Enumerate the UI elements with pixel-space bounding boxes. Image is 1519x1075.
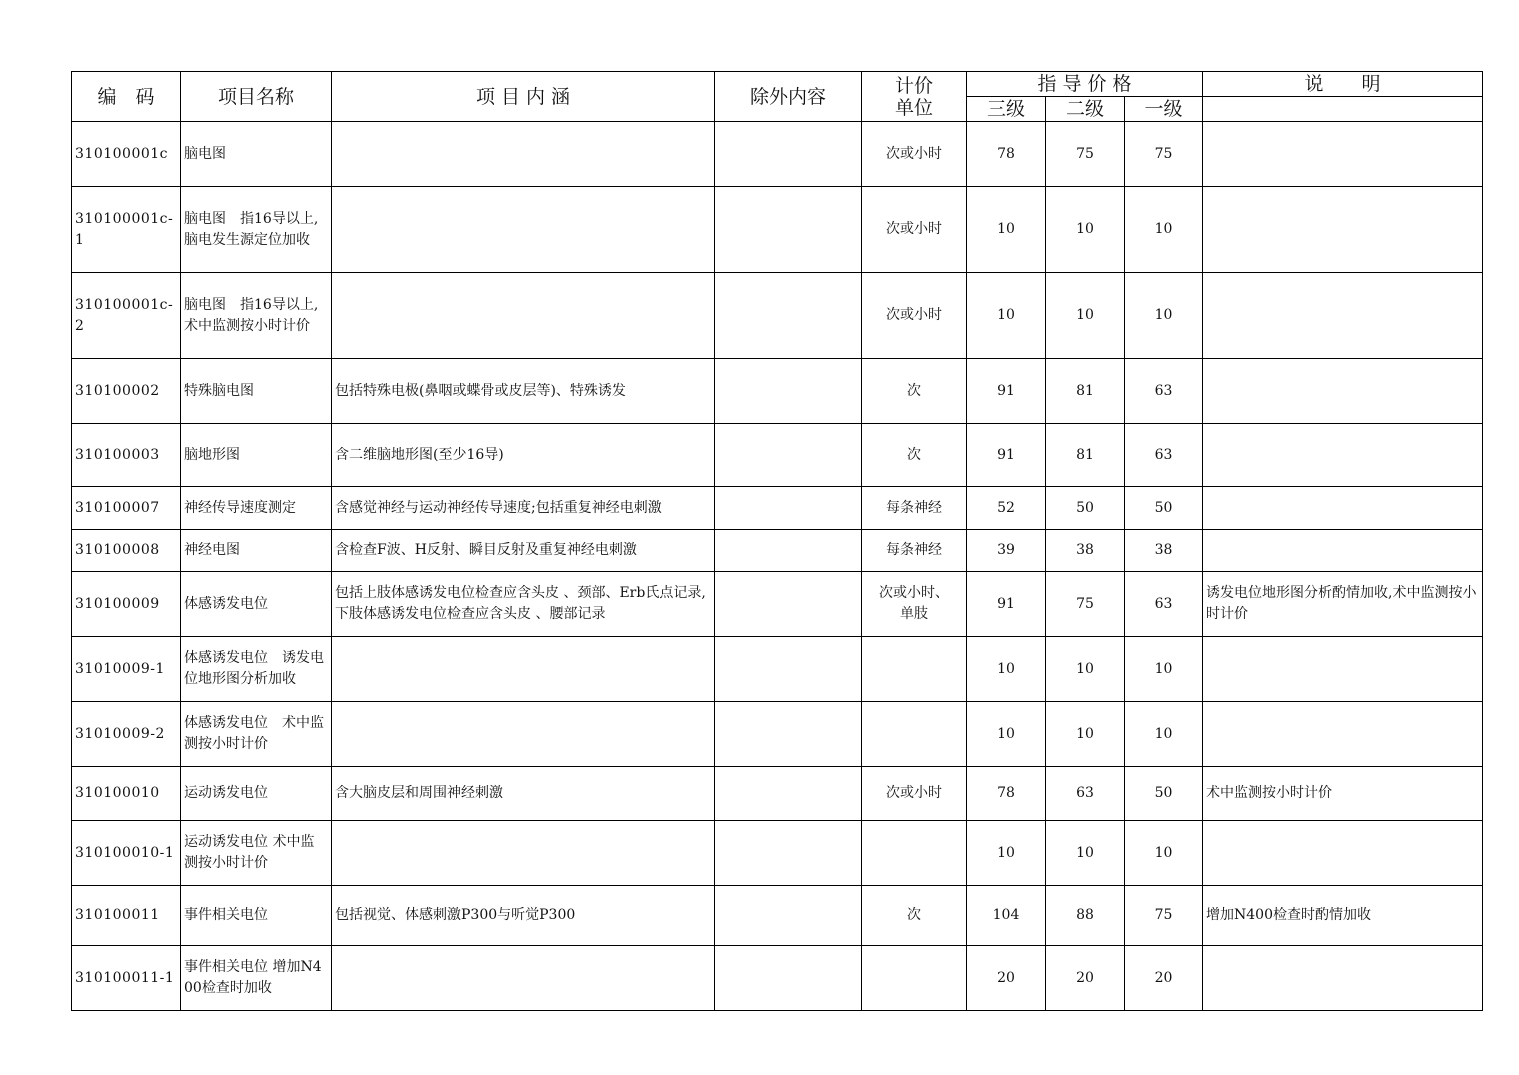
row-price-level2: 10 xyxy=(1046,637,1125,702)
table-row xyxy=(72,187,1483,273)
header-name: 项目名称 xyxy=(181,72,332,122)
row-exclusions xyxy=(715,572,862,637)
row-name: 体感诱发电位 术中监测按小时计价 xyxy=(181,702,332,767)
row-price-level2: 38 xyxy=(1046,530,1125,572)
row-unit: 次或小时 xyxy=(862,767,967,821)
row-notes: 术中监测按小时计价 xyxy=(1203,767,1483,821)
row-name: 神经电图 xyxy=(181,530,332,572)
header-code: 编 码 xyxy=(72,72,181,122)
row-content xyxy=(332,637,715,702)
row-code: 310100011-1 xyxy=(72,946,181,1011)
header-notes: 说 明 xyxy=(1203,72,1483,97)
row-notes: 增加N400检查时酌情加收 xyxy=(1203,886,1483,946)
row-price-level2: 10 xyxy=(1046,273,1125,359)
row-notes xyxy=(1203,487,1483,530)
row-name: 体感诱发电位 诱发电位地形图分析加收 xyxy=(181,637,332,702)
row-content: 含感觉神经与运动神经传导速度;包括重复神经电刺激 xyxy=(332,487,715,530)
table-row xyxy=(72,702,1483,767)
row-price-level2: 10 xyxy=(1046,821,1125,886)
row-content: 包括特殊电极(鼻咽或蝶骨或皮层等)、特殊诱发 xyxy=(332,359,715,424)
row-price-level1: 63 xyxy=(1125,572,1203,637)
row-exclusions xyxy=(715,487,862,530)
row-name: 事件相关电位 xyxy=(181,886,332,946)
row-price-level2: 75 xyxy=(1046,572,1125,637)
table-body xyxy=(72,122,1483,1011)
row-code: 310100001c xyxy=(72,122,181,187)
row-unit: 次或小时 xyxy=(862,187,967,273)
table-row xyxy=(72,767,1483,821)
row-content xyxy=(332,273,715,359)
row-name: 神经传导速度测定 xyxy=(181,487,332,530)
row-notes xyxy=(1203,187,1483,273)
row-code: 310100001c-2 xyxy=(72,273,181,359)
row-exclusions xyxy=(715,886,862,946)
row-price-level3: 10 xyxy=(967,187,1046,273)
row-exclusions xyxy=(715,359,862,424)
row-code: 310100003 xyxy=(72,424,181,487)
row-unit xyxy=(862,702,967,767)
row-code: 310100002 xyxy=(72,359,181,424)
row-content: 包括视觉、体感刺激P300与听觉P300 xyxy=(332,886,715,946)
row-content xyxy=(332,122,715,187)
row-notes xyxy=(1203,273,1483,359)
row-notes xyxy=(1203,122,1483,187)
row-price-level3: 91 xyxy=(967,572,1046,637)
row-code: 310100001c-1 xyxy=(72,187,181,273)
row-notes: 诱发电位地形图分析酌情加收,术中监测按小时计价 xyxy=(1203,572,1483,637)
row-price-level1: 20 xyxy=(1125,946,1203,1011)
row-name: 事件相关电位 增加N400检查时加收 xyxy=(181,946,332,1011)
table-row xyxy=(72,946,1483,1011)
table-row xyxy=(72,122,1483,187)
table-row xyxy=(72,530,1483,572)
row-price-level3: 10 xyxy=(967,273,1046,359)
price-table xyxy=(71,71,1483,1011)
row-unit: 次 xyxy=(862,359,967,424)
row-price-level2: 75 xyxy=(1046,122,1125,187)
row-name: 体感诱发电位 xyxy=(181,572,332,637)
row-price-level3: 91 xyxy=(967,424,1046,487)
table-row xyxy=(72,487,1483,530)
row-price-level3: 39 xyxy=(967,530,1046,572)
row-exclusions xyxy=(715,946,862,1011)
row-name: 运动诱发电位 xyxy=(181,767,332,821)
row-price-level1: 63 xyxy=(1125,359,1203,424)
row-name: 脑电图 指16导以上, 术中监测按小时计价 xyxy=(181,273,332,359)
row-content: 含二维脑地形图(至少16导) xyxy=(332,424,715,487)
header-exclusions: 除外内容 xyxy=(715,72,862,122)
row-code: 310100011 xyxy=(72,886,181,946)
row-price-level2: 10 xyxy=(1046,187,1125,273)
header-level1: 一级 xyxy=(1125,97,1203,122)
row-notes xyxy=(1203,424,1483,487)
table-row xyxy=(72,273,1483,359)
table-row xyxy=(72,424,1483,487)
row-exclusions xyxy=(715,767,862,821)
row-exclusions xyxy=(715,424,862,487)
row-content xyxy=(332,702,715,767)
row-price-level3: 78 xyxy=(967,767,1046,821)
row-price-level1: 10 xyxy=(1125,187,1203,273)
row-content xyxy=(332,821,715,886)
row-price-level3: 10 xyxy=(967,702,1046,767)
row-price-level1: 75 xyxy=(1125,886,1203,946)
row-price-level1: 10 xyxy=(1125,273,1203,359)
row-name: 特殊脑电图 xyxy=(181,359,332,424)
row-price-level1: 10 xyxy=(1125,637,1203,702)
row-exclusions xyxy=(715,530,862,572)
row-exclusions xyxy=(715,273,862,359)
table-row xyxy=(72,359,1483,424)
row-unit: 次 xyxy=(862,424,967,487)
row-price-level2: 81 xyxy=(1046,359,1125,424)
row-name: 脑地形图 xyxy=(181,424,332,487)
row-content: 含大脑皮层和周围神经刺激 xyxy=(332,767,715,821)
row-notes xyxy=(1203,637,1483,702)
table-row xyxy=(72,637,1483,702)
row-notes xyxy=(1203,821,1483,886)
row-exclusions xyxy=(715,702,862,767)
row-price-level1: 75 xyxy=(1125,122,1203,187)
header-price-group: 指 导 价 格 xyxy=(967,72,1203,97)
row-price-level3: 20 xyxy=(967,946,1046,1011)
row-code: 310100007 xyxy=(72,487,181,530)
row-notes xyxy=(1203,359,1483,424)
row-code: 31010009-1 xyxy=(72,637,181,702)
row-price-level3: 10 xyxy=(967,821,1046,886)
row-price-level1: 10 xyxy=(1125,702,1203,767)
row-name: 运动诱发电位 术中监测按小时计价 xyxy=(181,821,332,886)
table-row xyxy=(72,886,1483,946)
row-exclusions xyxy=(715,187,862,273)
row-price-level2: 88 xyxy=(1046,886,1125,946)
row-price-level1: 38 xyxy=(1125,530,1203,572)
row-price-level1: 50 xyxy=(1125,767,1203,821)
row-unit: 次或小时、 单肢 xyxy=(862,572,967,637)
row-price-level2: 50 xyxy=(1046,487,1125,530)
row-content: 包括上肢体感诱发电位检查应含头皮 、颈部、Erb氏点记录,下肢体感诱发电位检查应含头皮 、腰部记录 xyxy=(332,572,715,637)
row-unit: 每条神经 xyxy=(862,530,967,572)
row-price-level1: 10 xyxy=(1125,821,1203,886)
row-price-level2: 63 xyxy=(1046,767,1125,821)
header-unit: 计价 单位 xyxy=(862,72,967,122)
row-code: 310100010 xyxy=(72,767,181,821)
table-row xyxy=(72,821,1483,886)
row-unit: 次或小时 xyxy=(862,122,967,187)
row-unit xyxy=(862,946,967,1011)
row-price-level2: 10 xyxy=(1046,702,1125,767)
row-unit: 次或小时 xyxy=(862,273,967,359)
header-notes-blank xyxy=(1203,97,1483,122)
row-notes xyxy=(1203,530,1483,572)
table-row xyxy=(72,572,1483,637)
row-code: 310100010-1 xyxy=(72,821,181,886)
table-header xyxy=(72,72,1483,122)
row-unit: 次 xyxy=(862,886,967,946)
row-code: 310100008 xyxy=(72,530,181,572)
header-level3: 三级 xyxy=(967,97,1046,122)
row-content xyxy=(332,187,715,273)
row-price-level3: 91 xyxy=(967,359,1046,424)
row-price-level3: 104 xyxy=(967,886,1046,946)
row-unit xyxy=(862,637,967,702)
row-content xyxy=(332,946,715,1011)
row-notes xyxy=(1203,702,1483,767)
row-unit xyxy=(862,821,967,886)
row-price-level2: 81 xyxy=(1046,424,1125,487)
row-price-level3: 10 xyxy=(967,637,1046,702)
row-name: 脑电图 指16导以上, 脑电发生源定位加收 xyxy=(181,187,332,273)
row-exclusions xyxy=(715,821,862,886)
row-notes xyxy=(1203,946,1483,1011)
row-unit: 每条神经 xyxy=(862,487,967,530)
row-exclusions xyxy=(715,637,862,702)
row-name: 脑电图 xyxy=(181,122,332,187)
row-exclusions xyxy=(715,122,862,187)
row-price-level3: 78 xyxy=(967,122,1046,187)
header-content: 项 目 内 涵 xyxy=(332,72,715,122)
row-price-level1: 50 xyxy=(1125,487,1203,530)
row-code: 31010009-2 xyxy=(72,702,181,767)
row-price-level2: 20 xyxy=(1046,946,1125,1011)
row-content: 含检查F波、H反射、瞬目反射及重复神经电刺激 xyxy=(332,530,715,572)
row-price-level1: 63 xyxy=(1125,424,1203,487)
row-price-level3: 52 xyxy=(967,487,1046,530)
row-code: 310100009 xyxy=(72,572,181,637)
header-level2: 二级 xyxy=(1046,97,1125,122)
